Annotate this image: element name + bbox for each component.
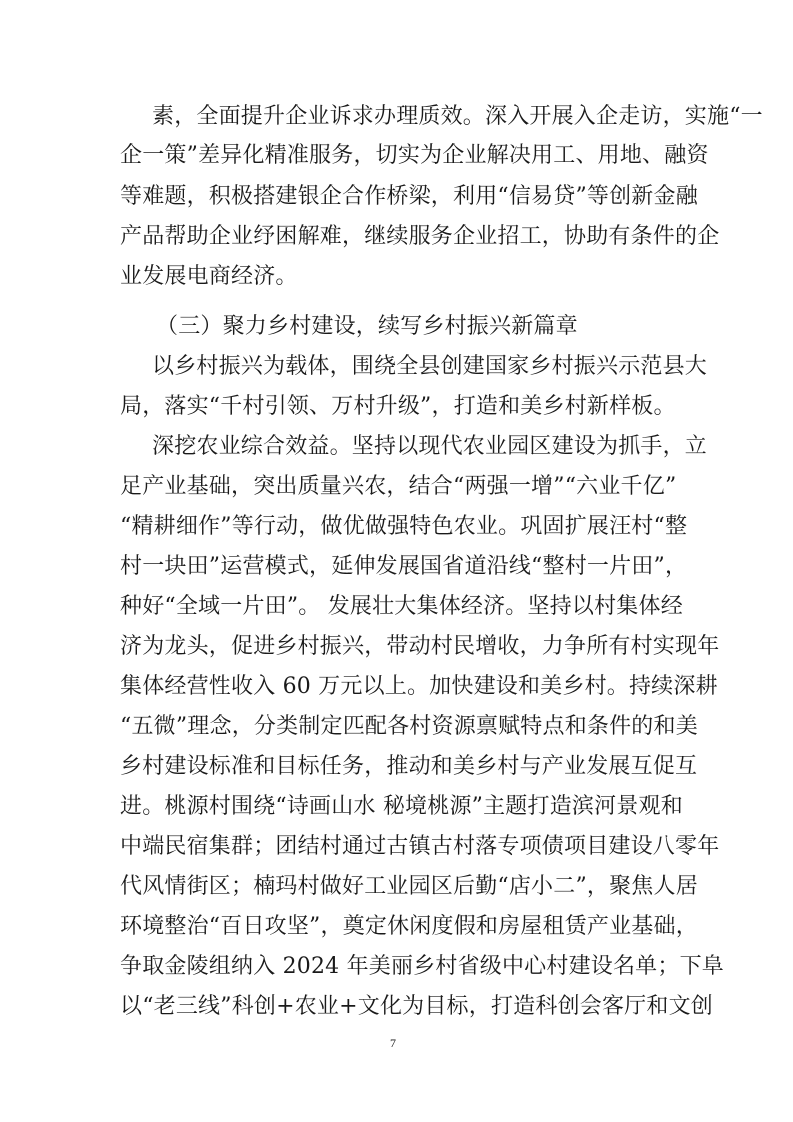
paragraph-line: 代风情街区；楠玛村做好工业园区后勤“店小二”，聚焦人居 <box>120 874 698 899</box>
paragraph-line: 中端民宿集群；团结村通过古镇古村落专项债项目建设八零年 <box>120 834 720 859</box>
paragraph-line: 种好“全域一片田”。 发展壮大集体经济。坚持以村集体经 <box>120 594 683 619</box>
paragraph-line: 以乡村振兴为载体，围绕全县创建国家乡村振兴示范县大 <box>152 354 708 379</box>
paragraph-line: 以“老三线”科创+农业+文化为目标，打造科创会客厅和文创 <box>120 994 713 1019</box>
paragraph-line: 局，落实“千村引领、万村升级”，打造和美乡村新样板。 <box>120 394 676 419</box>
paragraph-line: 进。桃源村围绕“诗画山水 秘境桃源”主题打造滨河景观和 <box>120 794 683 819</box>
paragraph-line: 村一块田”运营模式，延伸发展国省道沿线“整村一片田”， <box>120 554 688 579</box>
paragraph-line: “精耕细作”等行动，做优做强特色农业。巩固扩展汪村“整 <box>120 514 688 539</box>
section-heading: （三）聚力乡村建设，续写乡村振兴新篇章 <box>156 314 578 339</box>
paragraph-line: 企一策”差异化精准服务，切实为企业解决用工、用地、融资 <box>120 143 709 168</box>
paragraph-line: 足产业基础，突出质量兴农，结合“两强一增”“六业千亿” <box>120 474 677 499</box>
paragraph-line: 乡村建设标准和目标任务，推动和美乡村与产业发展互促互 <box>120 754 698 779</box>
paragraph-line: “五微”理念，分类制定匹配各村资源禀赋特点和条件的和美 <box>120 714 698 739</box>
paragraph-line: 争取金陵组纳入 2024 年美丽乡村省级中心村建设名单；下阜 <box>120 954 724 979</box>
paragraph-line: 集体经营性收入 60 万元以上。加快建设和美乡村。持续深耕 <box>120 674 718 699</box>
page-number: 7 <box>390 1036 396 1050</box>
paragraph-line: 素，全面提升企业诉求办理质效。深入开展入企走访，实施“一 <box>152 104 763 129</box>
paragraph-line: 济为龙头，促进乡村振兴，带动村民增收，力争所有村实现年 <box>120 634 720 659</box>
paragraph-line: 深挖农业综合效益。坚持以现代农业园区建设为抓手，立 <box>152 434 708 459</box>
paragraph-line: 环境整治“百日攻坚”，奠定休闲度假和房屋租赁产业基础， <box>120 914 698 939</box>
paragraph-line: 业发展电商经济。 <box>120 264 298 289</box>
paragraph-line: 产品帮助企业纾困解难，继续服务企业招工，协助有条件的企 <box>120 224 720 249</box>
paragraph-line: 等难题，积极搭建银企合作桥梁，利用“信易贷”等创新金融 <box>120 184 698 209</box>
